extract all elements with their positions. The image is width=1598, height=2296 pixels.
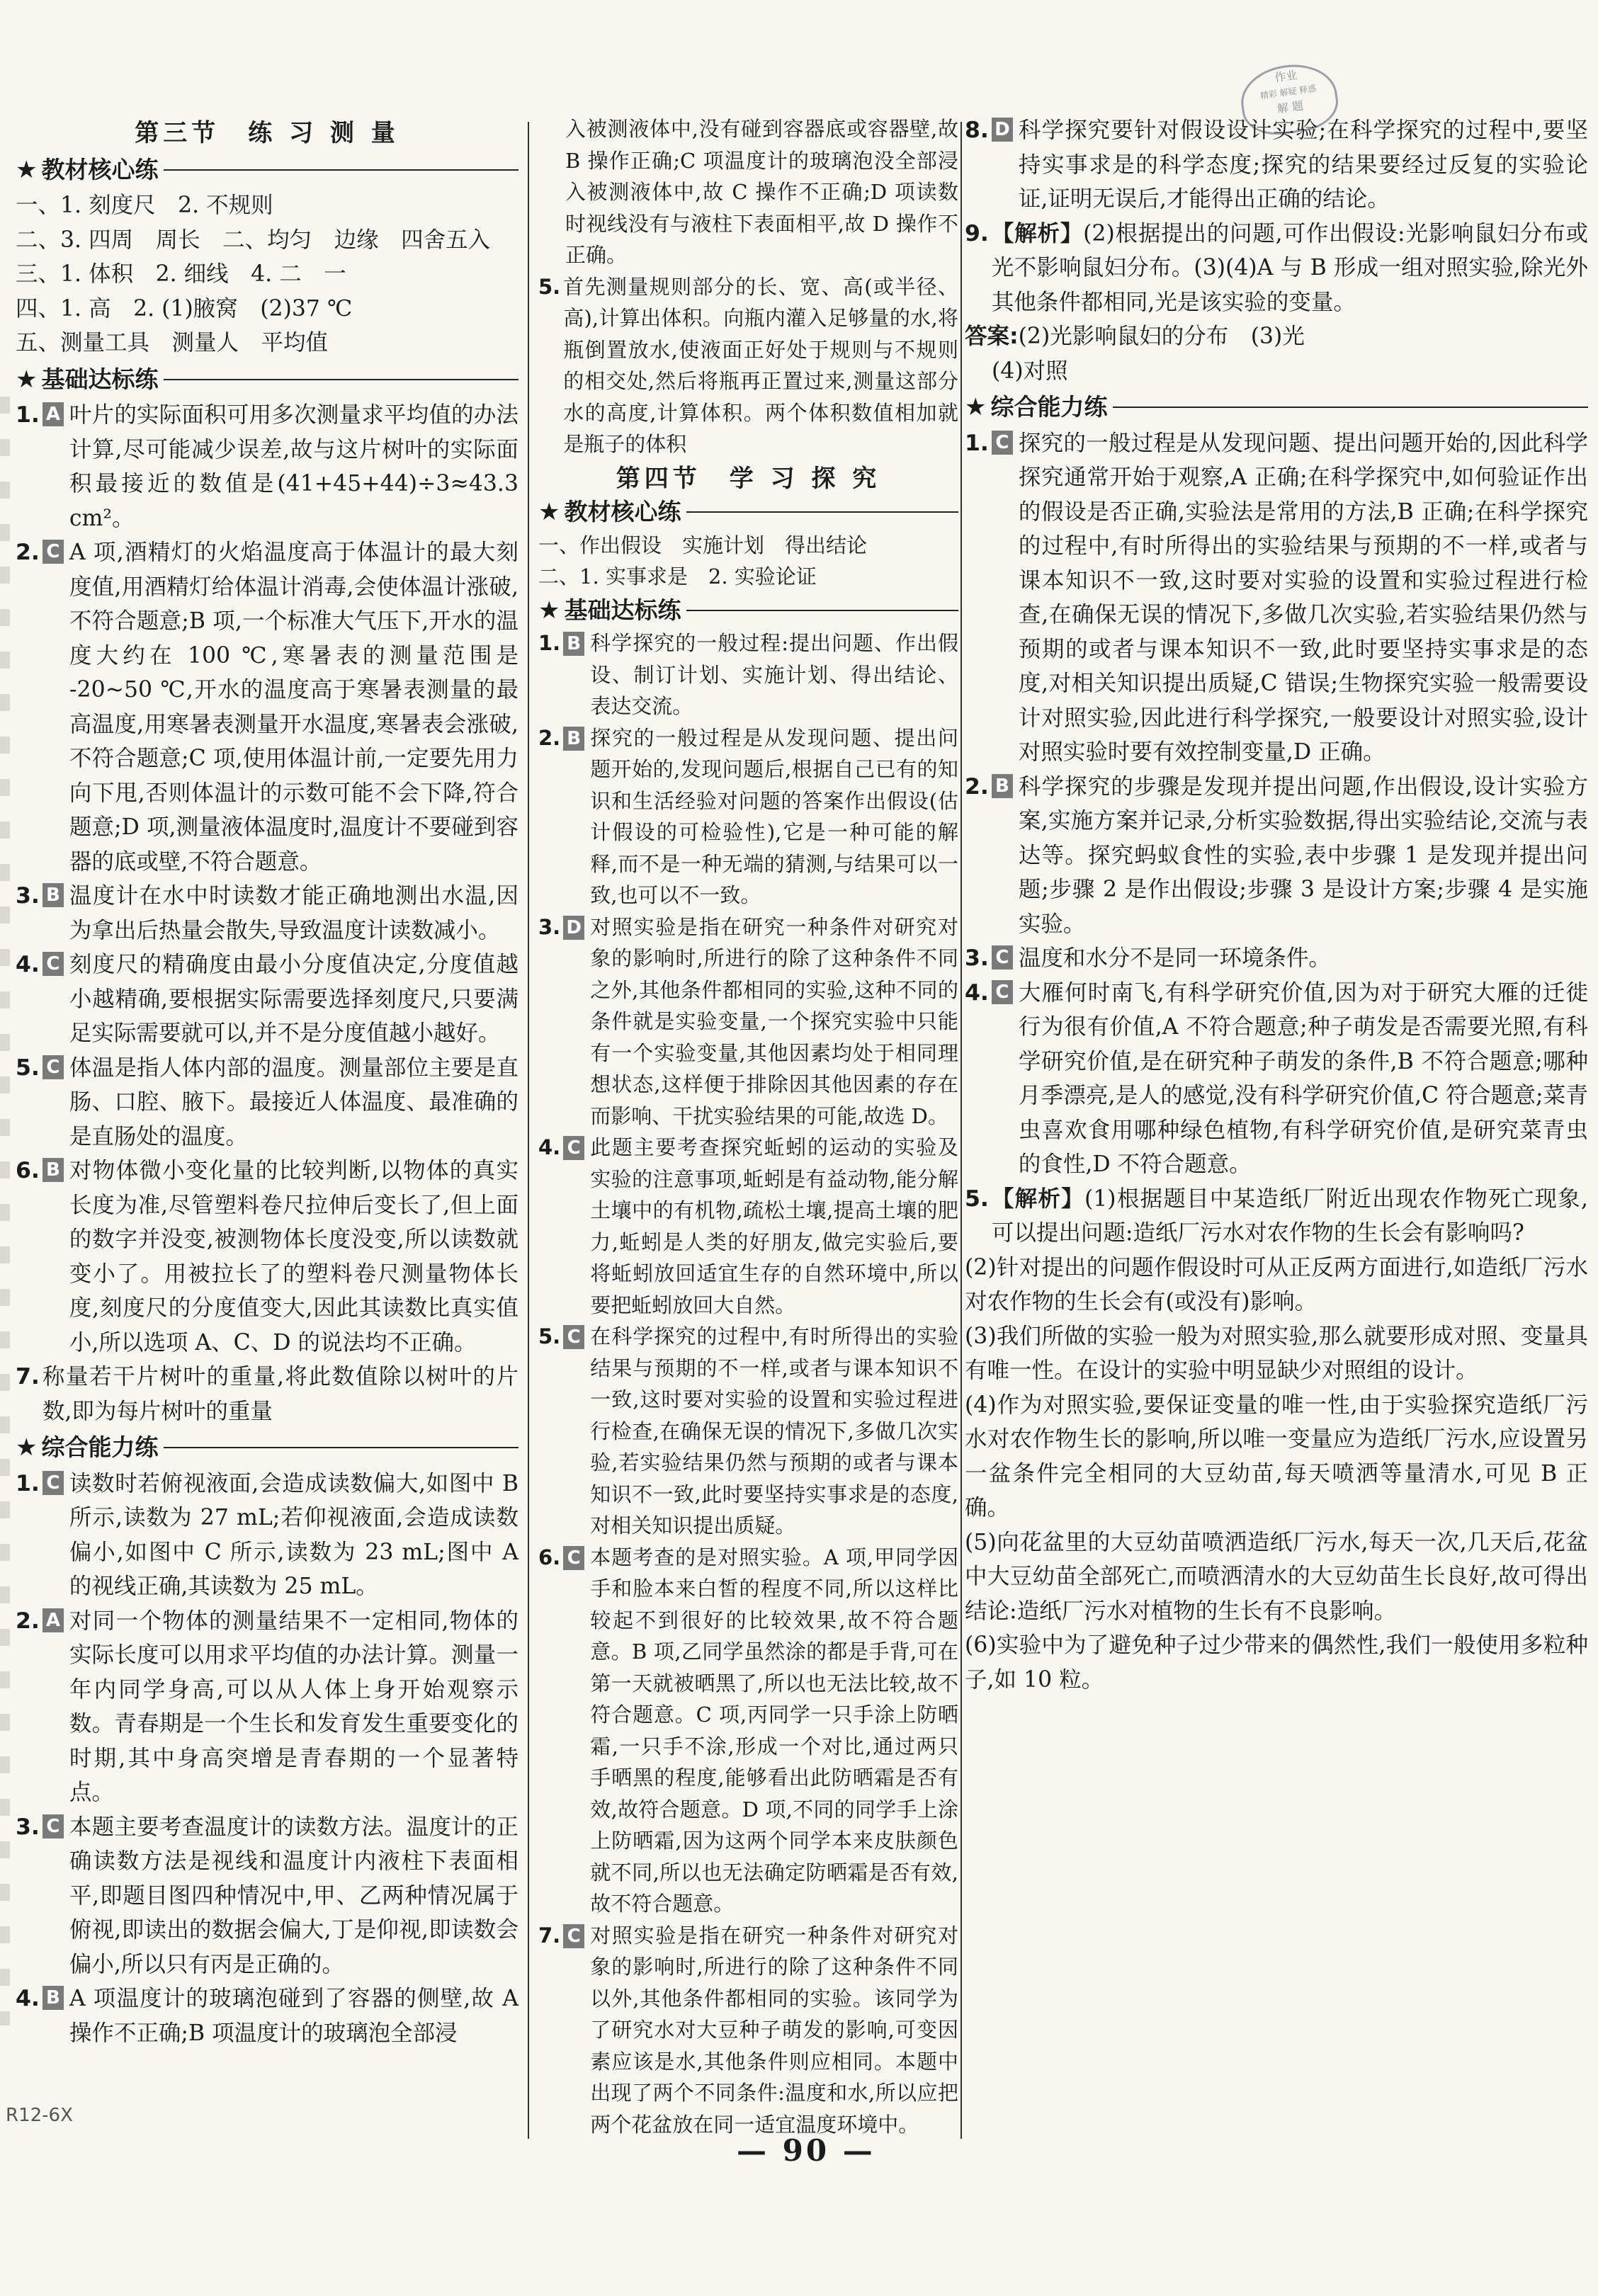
answer-badge: B	[563, 727, 584, 751]
analysis-tag: 【解析】	[991, 1186, 1084, 1212]
head-rule	[164, 1447, 518, 1448]
stamp-watermark: 作业 精彩 解疑 释惑 解 题	[1237, 59, 1342, 140]
answer-item: 5. C 在科学探究的过程中,有时所得出的实验结果与预期的不一样,或者与课本知识不一致,这时要对实验的设置和实验过程进行检查,在确保无误的情况下,多做几次实验,若实验结果仍然与预期的或者与课本知识不一致,此时要坚持实事求是的态度,对相关知识提出质疑。	[538, 1324, 958, 1538]
star-icon: ★	[16, 1433, 38, 1462]
head-rule	[1113, 407, 1588, 408]
section-head-core: ★ 教材核心练	[16, 153, 518, 188]
answer-badge: B	[42, 1986, 64, 2010]
core-line: 二、1. 实事求是 2. 实验论证	[538, 564, 817, 589]
column-divider-2	[960, 122, 962, 2139]
answer-item: 3. C 温度和水分不是同一环境条件。	[965, 945, 1331, 971]
answer-item: 1. B 科学探究的一般过程:提出问题、作出假设、制订计划、实施计划、得出结论、表达交流。	[538, 631, 958, 718]
answer-line: (4)对照	[992, 358, 1068, 384]
answer-badge: B	[563, 632, 584, 656]
analysis-part: (2)针对提出的问题作假设时可从正反两方面进行,如造纸厂污水对农作物的生长会有(或没有)影响。	[965, 1254, 1588, 1314]
answer-badge: C	[42, 952, 64, 976]
core-line: 一、1. 刻度尺 2. 不规则	[16, 193, 273, 218]
section-head-core: ★ 教材核心练	[538, 496, 958, 528]
answer-badge: C	[563, 1924, 584, 1948]
answer-badge: B	[42, 1158, 64, 1182]
column-1	[16, 113, 518, 2154]
analysis-part: (3)我们所做的实验一般为对照实验,那么就要形成对照、变量具有唯一性。在设计的实验中明显缺少对照组的设计。	[965, 1323, 1588, 1383]
core-line: 四、1. 高 2. (1)腋窝 (2)37 ℃	[16, 295, 353, 322]
page-edge-shadow	[0, 397, 10, 2025]
section-head-basic: ★ 基础达标练	[538, 595, 958, 627]
answer-badge: C	[42, 540, 64, 564]
corner-code: R12-6X	[6, 2105, 73, 2126]
star-icon: ★	[538, 498, 560, 526]
answer-badge: C	[563, 1136, 584, 1160]
answer-item: 1. C 读数时若俯视液面,会造成读数偏大,如图中 B 所示,读数为 27 mL;若仰视液面,会造成读数偏小,如图中 C 所示,读数为 23 mL;图中 A 的视线正确,其读数为 25 mL。	[16, 1470, 518, 1599]
head-rule	[164, 169, 518, 171]
answer-item: 1. C 探究的一般过程是从发现问题、提出问题开始的,因此科学探究通常开始于观察,A 正确;在科学探究中,如何验证作出的假设是否正确,实验法是常用的方法,B 正确;在科学探究的过程中,有时所得出的实验结果与预期的不一样,或者与课本知识不一致,这时要对实验的设置和实验过程进行检查,在确保无误的情况下,多做几次实验,若实验结果仍然与预期的或者与课本知识不一致,此时要坚持实事求是的态度,对相关知识提出质疑,C 错误;生物探究实验一般需要设计对照实验,因此进行科学探究,一般要设计对照实验,设计对照实验时要有效控制变量,D 正确。	[965, 430, 1588, 765]
analysis-part: (6)实验中为了避免种子过少带来的偶然性,我们一般使用多粒种子,如 10 粒。	[965, 1632, 1588, 1693]
answer-item: 7. C 对照实验是指在研究一种条件对研究对象的影响时,所进行的除了这种条件不同以外,其他条件都相同的实验。该同学为了研究水对大豆种子萌发的影响,可变因素应该是水,其他条件则应相同。本题中出现了两个不同条件:温度和水,所以应把两个花盆放在同一适宜温度环境中。	[538, 1923, 958, 2137]
answer-line: 答案:(2)光影响鼠妇的分布 (3)光	[965, 324, 1305, 349]
answer-item: 2. C A 项,酒精灯的火焰温度高于体温计的最大刻度值,用酒精灯给体温计消毒,会使体温计涨破,不符合题意;B 项,一个标准大气压下,开水的温度大约在 100 ℃,寒暑表的测量范围是 -20~50 ℃,开水的温度高于寒暑表测量的最高温度,用寒暑表测量开水温度,寒暑表会涨破,不符合题意;C 项,使用体温计前,一定要先用力向下甩,否则体温计的示数可能不会下降,符合题意;D 项,测量液体温度时,温度计不要碰到容器的底或壁,不符合题意。	[16, 540, 518, 875]
answer-badge: C	[42, 1814, 64, 1838]
answer-badge: C	[992, 431, 1013, 455]
answer-badge: B	[42, 883, 64, 907]
star-icon: ★	[965, 393, 987, 421]
core-line: 一、作出假设 实施计划 得出结论	[538, 533, 868, 557]
answer-item: 2. B 科学探究的步骤是发现并提出问题,作出假设,设计实验方案,实施方案并记录,分析实验数据,得出实验结论,交流与表达等。探究蚂蚁食性的实验,表中步骤 1 是发现并提出问题;步骤 2 是作出假设;步骤 3 是设计方案;步骤 4 是实施实验。	[965, 773, 1588, 937]
answer-item: 8. D 科学探究要针对假设设计实验;在科学探究的过程中,要坚持实事求是的科学态度;探究的结果要经过反复的实验论证,证明无误后,才能得出正确的结论。	[965, 118, 1588, 212]
star-icon: ★	[538, 596, 560, 625]
head-rule	[164, 379, 518, 380]
answer-badge: A	[42, 1608, 64, 1632]
answer-item: 5. C 体温是指人体内部的温度。测量部位主要是直肠、口腔、腋下。最接近人体温度、最准确的是直肠处的温度。	[16, 1055, 518, 1149]
head-rule	[686, 511, 958, 513]
analysis-part: (5)向花盆里的大豆幼苗喷洒造纸厂污水,每天一次,几天后,花盆中大豆幼苗全部死亡,而喷洒清水的大豆幼苗生长良好,故可得出结论:造纸厂污水对植物的生长有不良影响。	[965, 1529, 1588, 1624]
answer-badge: C	[42, 1055, 64, 1079]
column-2	[538, 113, 958, 2154]
answer-item: 3. C 本题主要考查温度计的读数方法。温度计的正确读数方法是视线和温度计内液柱下表面相平,即题目图四种情况中,甲、乙两种情况属于俯视,即读出的数据会偏大,丁是仰视,即读数会偏小,所以只有丙是正确的。	[16, 1814, 518, 1977]
star-icon: ★	[16, 155, 38, 184]
column-3	[965, 113, 1588, 2154]
answer-badge: D	[992, 118, 1013, 142]
answer-item: 2. B 探究的一般过程是从发现问题、提出问题开始的,发现问题后,根据自己已有的知识和生活经验对问题的答案作出假设(估计假设的可检验性),它是一种可能的解释,而不是一种无端的猜测,与结果可以一致,也可以不一致。	[538, 725, 958, 907]
core-line: 二、3. 四周 周长 二、均匀 边缘 四舍五入	[16, 227, 491, 253]
answer-item: 2. A 对同一个物体的测量结果不一定相同,物体的实际长度可以用求平均值的办法计算。测量一年内同学身高,可以从人体上身开始观察示数。青春期是一个生长和发育发生重要变化的时期,其中身高突增是青春期的一个显著特点。	[16, 1608, 518, 1805]
section-title: 第三节 练 习 测 量	[135, 119, 400, 147]
star-icon: ★	[16, 365, 38, 394]
answer-badge: C	[563, 1325, 584, 1349]
page-number: — 90 —	[737, 2133, 876, 2168]
section-head-comprehensive: ★ 综合能力练	[16, 1431, 518, 1465]
answer-item: 5. 【解析】(1)根据题目中某造纸厂附近出现农作物死亡现象,可以提出问题:造纸厂污水对农作物的生长会有影响吗?	[965, 1186, 1588, 1246]
answer-item: 4. B A 项温度计的玻璃泡碰到了容器的侧壁,故 A 操作不正确;B 项温度计的玻璃泡全部浸	[16, 1986, 518, 2046]
column-divider-1	[528, 122, 529, 2139]
answer-item: 4. C 大雁何时南飞,有科学研究价值,因为对于研究大雁的迁徙行为很有价值,A 不符合题意;种子萌发是否需要光照,有科学研究价值,是在研究种子萌发的条件,B 不符合题意;哪种月季漂亮,是人的感觉,没有科学研究价值,C 符合题意;菜青虫喜欢食用哪种绿色植物,有科学研究价值,是研究菜青虫的食性,D 不符合题意。	[965, 979, 1588, 1177]
head-rule	[686, 610, 958, 611]
analysis-part: (4)作为对照实验,要保证变量的唯一性,由于实验探究造纸厂污水对农作物生长的影响,所以唯一变量应为造纸厂污水,应设置另一盆条件完全相同的大豆幼苗,每天喷洒等量清水,可见 B 正确。	[965, 1392, 1588, 1521]
analysis-tag: 【解析】	[991, 220, 1084, 246]
section-head-comprehensive: ★ 综合能力练	[965, 390, 1588, 425]
answer-item: 4. C 此题主要考查探究蚯蚓的运动的实验及实验的注意事项,蚯蚓是有益动物,能分解土壤中的有机物,疏松土壤,提高土壤的肥力,蚯蚓是人类的好朋友,做完实验后,要将蚯蚓放回适宜生存的自然环境中,所以要把蚯蚓放回大自然。	[538, 1135, 958, 1317]
section-title: 第四节 学 习 探 究	[616, 464, 881, 493]
core-line: 三、1. 体积 2. 细线 4. 二 一	[16, 261, 346, 287]
answer-item: 3. D 对照实验是指在研究一种条件对研究对象的影响时,所进行的除了这种条件不同之外,其他条件都相同的实验,这种不同的条件就是实验变量,一个探究实验中只能有一个实验变量,其他因素均处于相同理想状态,这样便于排除因其他因素的存在而影响、干扰实验结果的可能,故选 D。	[538, 914, 958, 1128]
answer-item: 6. B 对物体微小变化量的比较判断,以物体的真实长度为准,尽管塑料卷尺拉伸后变长了,但上面的数字并没变,被测物体长度没变,所以读数就变小了。用被拉长了的塑料卷尺测量物体长度,刻度尺的分度值变大,因此其读数比真实值小,所以选项 A、C、D 的说法均不正确。	[16, 1158, 518, 1356]
answer-badge: B	[992, 774, 1013, 798]
answer-item: 9. 【解析】(2)根据提出的问题,可作出假设:光影响鼠妇分布或光不影响鼠妇分布。(3)(4)A 与 B 形成一组对照实验,除光外其他条件都相同,光是该实验的变量。	[965, 220, 1588, 315]
answer-badge: C	[992, 980, 1013, 1004]
answer-item: 1. A 叶片的实际面积可用多次测量求平均值的办法计算,尽可能减少误差,故与这片树叶的实际面积最接近的数值是(41+45+44)÷3≈43.3 cm²。	[16, 402, 518, 531]
answer-item: 3. B 温度计在水中时读数才能正确地测出水温,因为拿出后热量会散失,导致温度计读数减小。	[16, 883, 518, 943]
answer-item: 7. 称量若干片树叶的重量,将此数值除以树叶的片数,即为每片树叶的重量	[16, 1364, 518, 1424]
answer-badge: C	[992, 945, 1013, 970]
continued-text: 入被测液体中,没有碰到容器底或容器壁,故 B 操作正确;C 项温度计的玻璃泡没全部浸入被测液体中,故 C 操作不正确;D 项读数时视线没有与液柱下表面相平,故 D 操作不正确。	[565, 117, 958, 267]
section-head-basic: ★ 基础达标练	[16, 363, 518, 397]
core-line: 五、测量工具 测量人 平均值	[16, 330, 329, 356]
answer-item: 6. C 本题考查的是对照实验。A 项,甲同学因手和脸本来白皙的程度不同,所以这样比较起不到很好的比较效果,故不符合题意。B 项,乙同学虽然涂的都是手背,可在第一天就被晒黑了,所以也无法比较,故不符合题意。C 项,丙同学一只手涂上防晒霜,一只手不涂,形成一个对比,通过两只手晒黑的程度,能够看出此防晒霜是否有效,故符合题意。D 项,不同的同学手上涂上防晒霜,因为这两个同学本来皮肤颜色就不同,所以也无法确定防晒霜是否有效,故不符合题意。	[538, 1545, 958, 1916]
answer-badge: C	[563, 1546, 584, 1570]
answer-badge: C	[42, 1471, 64, 1495]
answer-item: 5. 首先测量规则部分的长、宽、高(或半径、高),计算出体积。向瓶内灌入足够量的水,将瓶倒置放水,使液面正好处于规则与不规则的相交处,然后将瓶再正置过来,测量这部分水的高度,计算体积。两个体积数值相加就是瓶子的体积	[538, 274, 958, 456]
answer-badge: D	[563, 916, 584, 940]
answer-item: 4. C 刻度尺的精确度由最小分度值决定,分度值越小越精确,要根据实际需要选择刻度尺,只要满足实际需要就可以,并不是分度值越小越好。	[16, 952, 518, 1046]
answer-badge: A	[42, 402, 64, 426]
